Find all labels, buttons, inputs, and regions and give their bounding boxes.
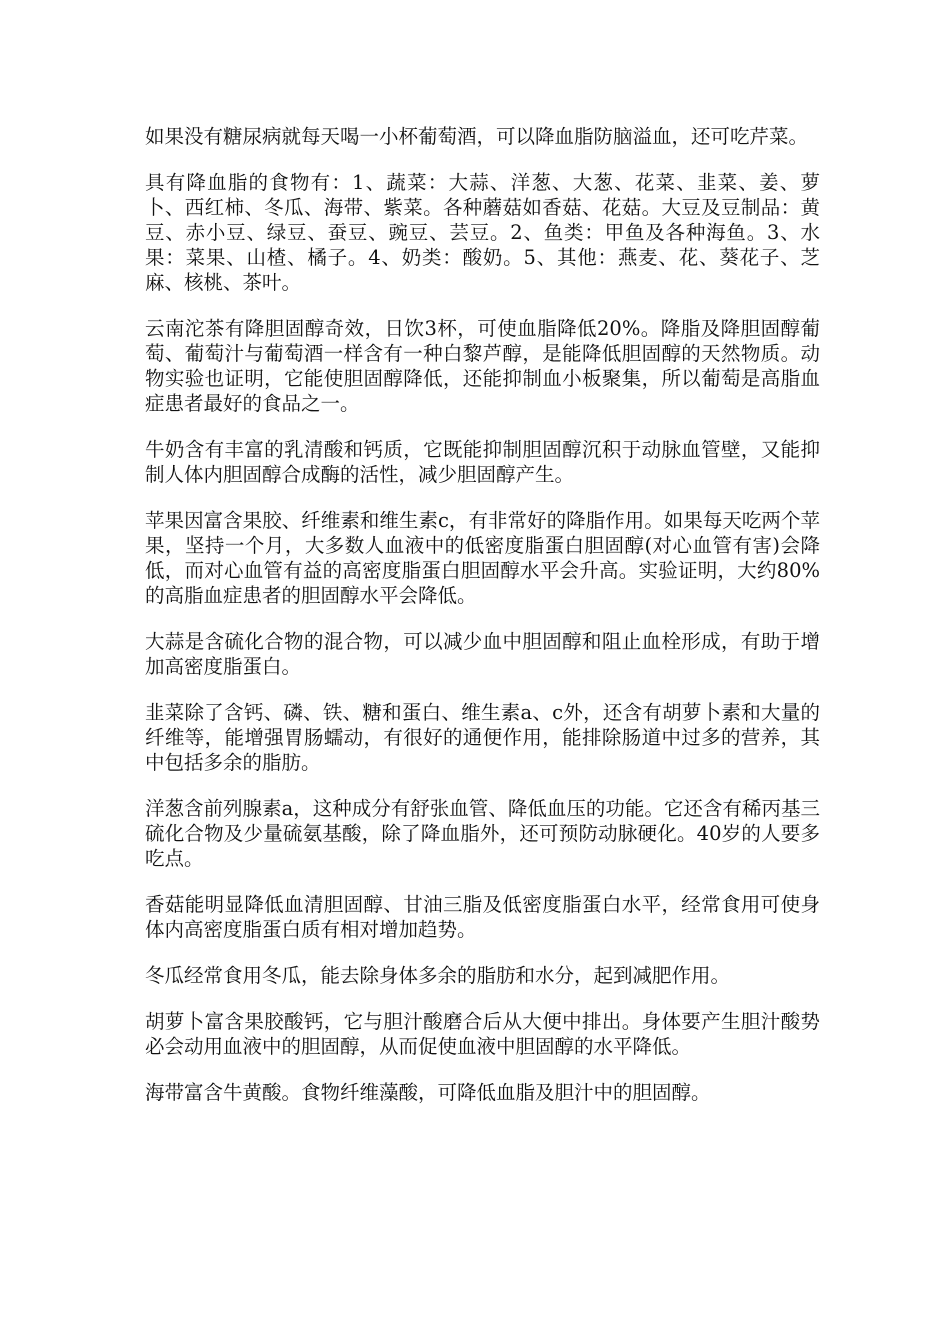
- paragraph-kelp: 海带富含牛黄酸。食物纤维藻酸，可降低血脂及胆汁中的胆固醇。: [145, 1081, 711, 1104]
- paragraph-lipid-lowering-foods: 具有降血脂的食物有：1、蔬菜：大蒜、洋葱、大葱、花菜、韭菜、姜、萝卜、西红柿、冬瓜、海带、紫菜。各种蘑菇如香菇、花菇。大豆及豆制品：黄豆、赤小豆、绿豆、蚕豆、豌豆、芸豆。2、鱼类：甲鱼及各种海鱼。3、水果：菜果、山楂、橘子。4、奶类：酸奶。5、其他：燕麦、花、葵花子、芝麻、核桃、茶叶。: [145, 171, 820, 294]
- paragraph-apple: 苹果因富含果胶、纤维素和维生素c，有非常好的降脂作用。如果每天吃两个苹果，坚持一个月，大多数人血液中的低密度脂蛋白胆固醇(对心血管有害)会降低，而对心血管有益的高密度脂蛋白胆固醇水平会升高。实验证明，大约80%的高脂血症患者的胆固醇水平会降低。: [145, 509, 820, 607]
- paragraph-mushroom: 香菇能明显降低血清胆固醇、甘油三脂及低密度脂蛋白水平，经常食用可使身体内高密度脂蛋白质有相对增加趋势。: [145, 893, 820, 941]
- paragraph-carrot: 胡萝卜富含果胶酸钙，它与胆汁酸磨合后从大便中排出。身体要产生胆汁酸势必会动用血液中的胆固醇，从而促使血液中胆固醇的水平降低。: [145, 1010, 820, 1058]
- paragraph-tuocha-grapes: 云南沱茶有降胆固醇奇效，日饮3杯，可使血脂降低20%。降脂及降胆固醇葡萄、葡萄汁与葡萄酒一样含有一种白黎芦醇，是能降低胆固醇的天然物质。动物实验也证明，它能使胆固醇降低，还能抑制血小板聚集，所以葡萄是高脂血症患者最好的食品之一。: [145, 317, 820, 415]
- paragraph-garlic: 大蒜是含硫化合物的混合物，可以减少血中胆固醇和阻止血栓形成，有助于增加高密度脂蛋白。: [145, 630, 820, 678]
- paragraph-chives: 韭菜除了含钙、磷、铁、糖和蛋白、维生素a、c外，还含有胡萝卜素和大量的纤维等，能增强胃肠蠕动，有很好的通便作用，能排除肠道中过多的营养，其中包括多余的脂肪。: [145, 701, 820, 774]
- paragraph-milk: 牛奶含有丰富的乳清酸和钙质，它既能抑制胆固醇沉积于动脉血管壁，又能抑制人体内胆固醇合成酶的活性，减少胆固醇产生。: [145, 438, 820, 486]
- document-body: [145, 124, 820, 1126]
- paragraph-wine-celery: 如果没有糖尿病就每天喝一小杯葡萄酒，可以降血脂防脑溢血，还可吃芹菜。: [145, 125, 809, 148]
- paragraph-winter-melon: 冬瓜经常食用冬瓜，能去除身体多余的脂肪和水分，起到减肥作用。: [145, 964, 731, 987]
- paragraph-onion: 洋葱含前列腺素a，这种成分有舒张血管、降低血压的功能。它还含有稀丙基三硫化合物及少量硫氨基酸，除了降血脂外，还可预防动脉硬化。40岁的人要多吃点。: [145, 797, 820, 870]
